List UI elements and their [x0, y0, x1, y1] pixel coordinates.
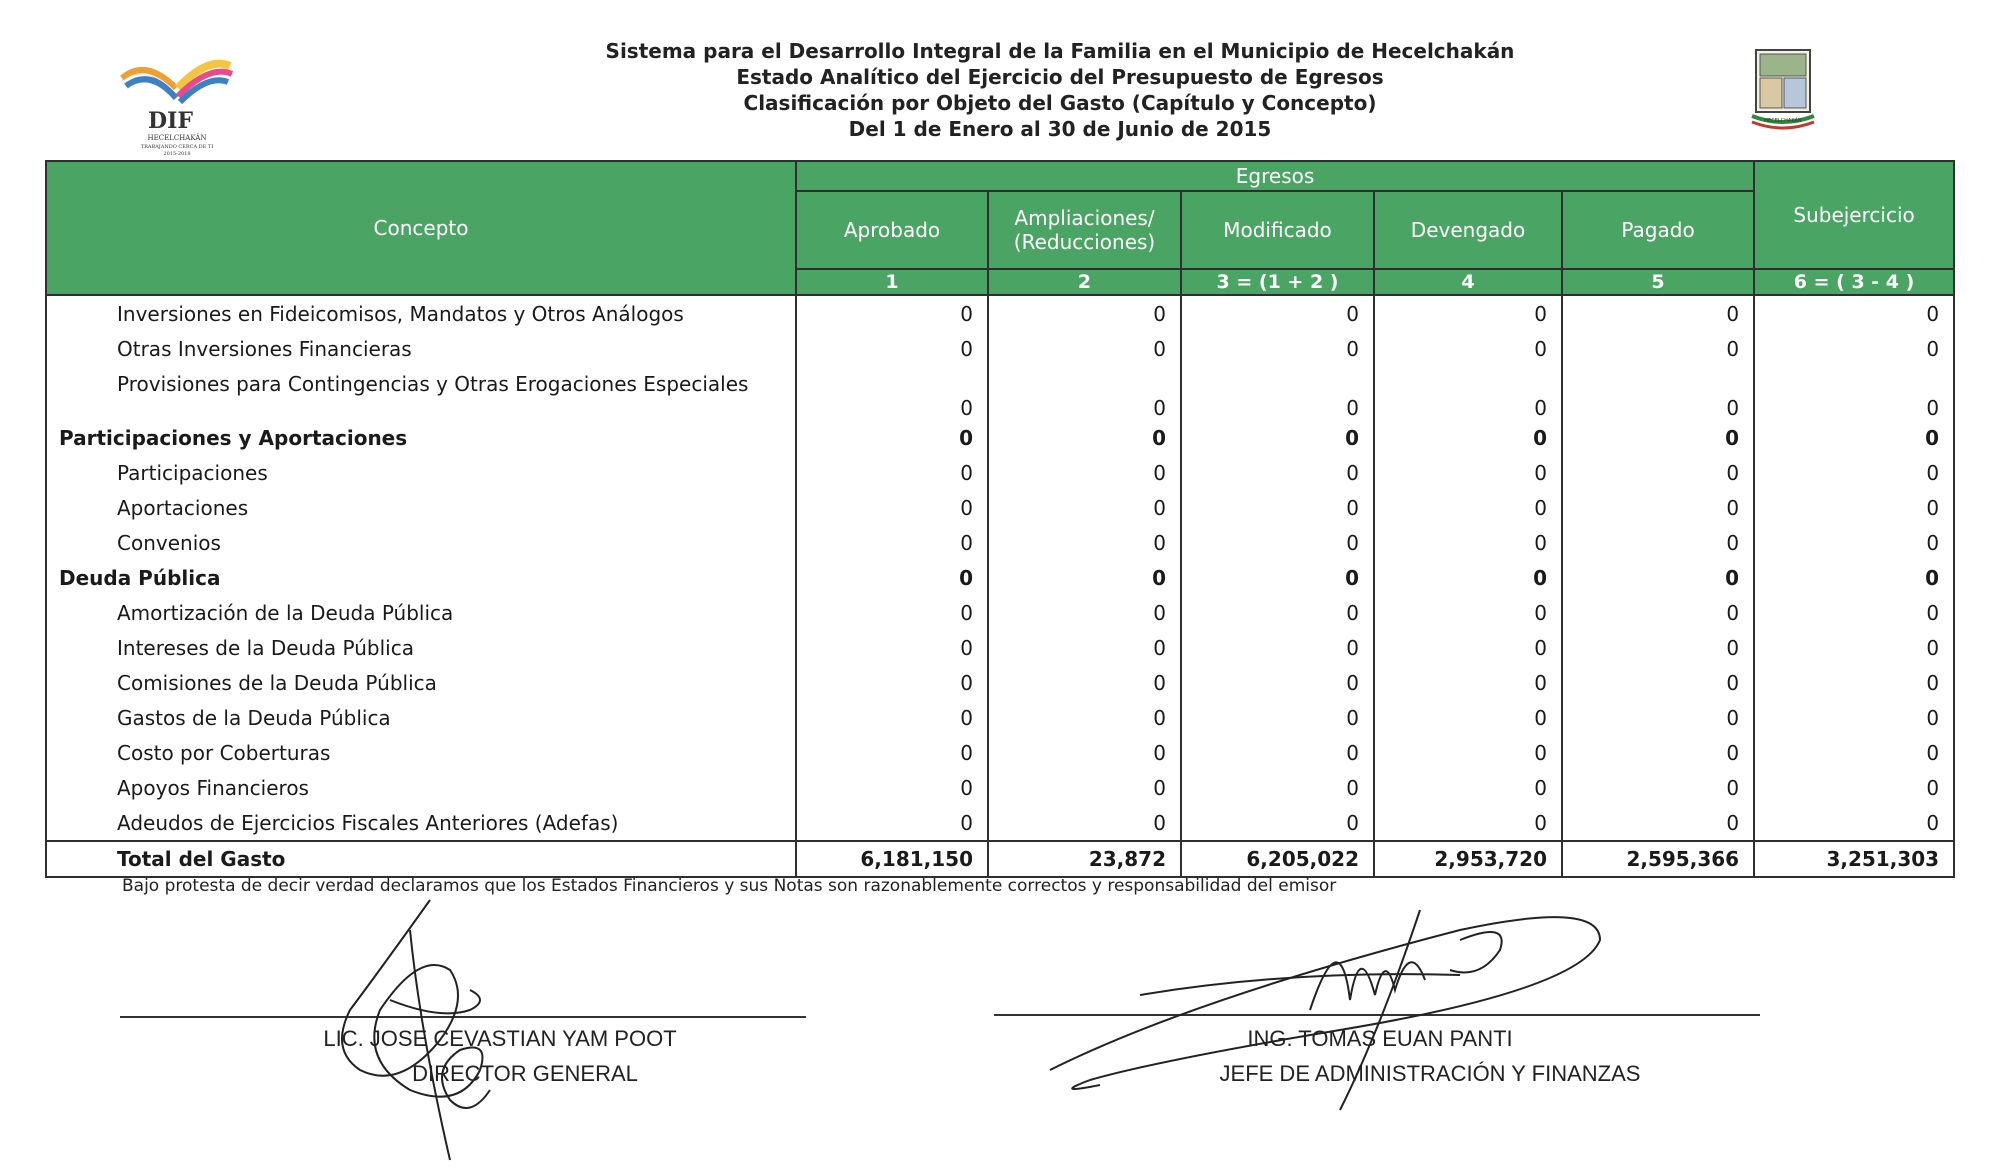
- cell-subejercicio: 0: [1754, 366, 1954, 420]
- cell-pagado: 0: [1562, 770, 1754, 805]
- cell-pagado: 0: [1562, 700, 1754, 735]
- cell-subejercicio: 0: [1754, 770, 1954, 805]
- cell-aprobado: 0: [796, 630, 988, 665]
- row-concept: Inversiones en Fideicomisos, Mandatos y Otros Análogos: [46, 295, 796, 331]
- cell-pagado: 0: [1562, 665, 1754, 700]
- cell-devengado: 0: [1374, 455, 1562, 490]
- table-row-section: [46, 560, 1954, 595]
- cell-subejercicio: 0: [1754, 525, 1954, 560]
- total-modificado: 6,205,022: [1181, 841, 1374, 877]
- column-header-aprobado: Aprobado: [796, 191, 988, 269]
- header-line-classification: Clasificación por Objeto del Gasto (Capítulo y Concepto): [743, 91, 1377, 115]
- cell-aprobado: 0: [796, 295, 988, 331]
- table-row-section: [46, 420, 1954, 455]
- table-row: [46, 700, 1954, 735]
- cell-aprobado: 0: [796, 560, 988, 595]
- column-number-2: 2: [988, 269, 1181, 295]
- column-number-4: 4: [1374, 269, 1562, 295]
- total-pagado: 2,595,366: [1562, 841, 1754, 877]
- cell-ampliaciones: 0: [988, 420, 1181, 455]
- cell-aprobado: 0: [796, 665, 988, 700]
- cell-ampliaciones: 0: [988, 665, 1181, 700]
- handwritten-signature-right: [1040, 880, 1620, 1120]
- total-aprobado: 6,181,150: [796, 841, 988, 877]
- cell-devengado: 0: [1374, 366, 1562, 420]
- cell-pagado: 0: [1562, 560, 1754, 595]
- signatory-name-left: LIC. JOSE CEVASTIAN YAM POOT: [323, 1026, 677, 1051]
- cell-ampliaciones: 0: [988, 455, 1181, 490]
- column-header-ampliaciones: Ampliaciones/ (Reducciones): [988, 191, 1181, 269]
- handwritten-signature-left: [320, 890, 580, 1170]
- cell-aprobado: 0: [796, 595, 988, 630]
- cell-modificado: 0: [1181, 735, 1374, 770]
- cell-modificado: 0: [1181, 366, 1374, 420]
- cell-subejercicio: 0: [1754, 490, 1954, 525]
- dif-logo-sub1: HECELCHAKÁN: [147, 134, 207, 142]
- cell-modificado: 0: [1181, 805, 1374, 841]
- cell-subejercicio: 0: [1754, 805, 1954, 841]
- row-concept: Adeudos de Ejercicios Fiscales Anteriores (Adefas): [46, 805, 796, 841]
- cell-modificado: 0: [1181, 420, 1374, 455]
- table-row: [46, 295, 1954, 331]
- total-subejercicio: 3,251,303: [1754, 841, 1954, 877]
- cell-subejercicio: 0: [1754, 295, 1954, 331]
- cell-ampliaciones: 0: [988, 490, 1181, 525]
- cell-ampliaciones: 0: [988, 525, 1181, 560]
- cell-subejercicio: 0: [1754, 735, 1954, 770]
- cell-devengado: 0: [1374, 630, 1562, 665]
- row-concept: Convenios: [46, 525, 796, 560]
- column-group-egresos: Egresos: [796, 161, 1754, 191]
- row-concept: Participaciones y Aportaciones: [46, 420, 796, 455]
- cell-aprobado: 0: [796, 331, 988, 366]
- budget-table: [45, 160, 1955, 878]
- cell-ampliaciones: 0: [988, 560, 1181, 595]
- total-devengado: 2,953,720: [1374, 841, 1562, 877]
- signatory-name-right: ING. TOMAS EUAN PANTI: [1247, 1026, 1513, 1051]
- cell-modificado: 0: [1181, 525, 1374, 560]
- seal-text: HECELCHAKÁN: [1764, 118, 1802, 124]
- cell-modificado: 0: [1181, 331, 1374, 366]
- row-concept: Aportaciones: [46, 490, 796, 525]
- cell-ampliaciones: 0: [988, 366, 1181, 420]
- cell-modificado: 0: [1181, 770, 1374, 805]
- column-number-3: 3 = (1 + 2 ): [1181, 269, 1374, 295]
- cell-aprobado: 0: [796, 420, 988, 455]
- dif-logo-text: DIF: [148, 108, 193, 134]
- cell-subejercicio: 0: [1754, 331, 1954, 366]
- cell-modificado: 0: [1181, 560, 1374, 595]
- table-row: [46, 595, 1954, 630]
- table-header-row-group: [46, 161, 1954, 191]
- table-row: [46, 665, 1954, 700]
- cell-pagado: 0: [1562, 595, 1754, 630]
- column-number-5: 5: [1562, 269, 1754, 295]
- cell-ampliaciones: 0: [988, 700, 1181, 735]
- cell-subejercicio: 0: [1754, 560, 1954, 595]
- cell-aprobado: 0: [796, 700, 988, 735]
- row-concept: Participaciones: [46, 455, 796, 490]
- dif-logo-sub3: 2015-2018: [163, 151, 191, 156]
- table-row: [46, 630, 1954, 665]
- cell-modificado: 0: [1181, 630, 1374, 665]
- total-ampliaciones: 23,872: [988, 841, 1181, 877]
- row-concept: Amortización de la Deuda Pública: [46, 595, 796, 630]
- header-line-report-title: Estado Analítico del Ejercicio del Presupuesto de Egresos: [736, 65, 1384, 89]
- header-line-institution: Sistema para el Desarrollo Integral de la Familia en el Municipio de Hecelchakán: [605, 39, 1515, 63]
- table-row: [46, 770, 1954, 805]
- cell-devengado: 0: [1374, 700, 1562, 735]
- cell-devengado: 0: [1374, 770, 1562, 805]
- cell-modificado: 0: [1181, 665, 1374, 700]
- cell-devengado: 0: [1374, 665, 1562, 700]
- row-concept: Apoyos Financieros: [46, 770, 796, 805]
- cell-pagado: 0: [1562, 455, 1754, 490]
- cell-ampliaciones: 0: [988, 735, 1181, 770]
- cell-aprobado: 0: [796, 490, 988, 525]
- total-concept: Total del Gasto: [46, 841, 796, 877]
- report-header: [460, 38, 1660, 142]
- column-header-devengado: Devengado: [1374, 191, 1562, 269]
- cell-pagado: 0: [1562, 630, 1754, 665]
- cell-subejercicio: 0: [1754, 420, 1954, 455]
- table-row: [46, 525, 1954, 560]
- cell-pagado: 0: [1562, 805, 1754, 841]
- cell-aprobado: 0: [796, 366, 988, 420]
- column-number-1: 1: [796, 269, 988, 295]
- signatory-title-right: JEFE DE ADMINISTRACIÓN Y FINANZAS: [1219, 1061, 1641, 1086]
- row-concept: Comisiones de la Deuda Pública: [46, 665, 796, 700]
- cell-modificado: 0: [1181, 595, 1374, 630]
- cell-pagado: 0: [1562, 366, 1754, 420]
- row-concept: Provisiones para Contingencias y Otras Erogaciones Especiales: [46, 366, 796, 420]
- cell-ampliaciones: 0: [988, 295, 1181, 331]
- cell-devengado: 0: [1374, 295, 1562, 331]
- declaration-note: Bajo protesta de decir verdad declaramos que los Estados Financieros y sus Notas son razonablemente correctos y responsabilidad del emisor: [122, 876, 1337, 896]
- cell-pagado: 0: [1562, 295, 1754, 331]
- cell-ampliaciones: 0: [988, 770, 1181, 805]
- cell-devengado: 0: [1374, 595, 1562, 630]
- cell-modificado: 0: [1181, 700, 1374, 735]
- dif-logo: [112, 52, 242, 156]
- cell-aprobado: 0: [796, 525, 988, 560]
- cell-aprobado: 0: [796, 770, 988, 805]
- signatory-title-left: DIRECTOR GENERAL: [412, 1061, 638, 1086]
- cell-devengado: 0: [1374, 525, 1562, 560]
- cell-subejercicio: 0: [1754, 665, 1954, 700]
- column-header-pagado: Pagado: [1562, 191, 1754, 269]
- cell-ampliaciones: 0: [988, 595, 1181, 630]
- dif-logo-sub2: TRABAJANDO CERCA DE TI: [140, 144, 214, 150]
- table-row: [46, 331, 1954, 366]
- cell-devengado: 0: [1374, 331, 1562, 366]
- row-concept: Gastos de la Deuda Pública: [46, 700, 796, 735]
- row-concept: Costo por Coberturas: [46, 735, 796, 770]
- cell-devengado: 0: [1374, 805, 1562, 841]
- cell-devengado: 0: [1374, 735, 1562, 770]
- cell-ampliaciones: 0: [988, 805, 1181, 841]
- cell-devengado: 0: [1374, 560, 1562, 595]
- column-header-subejercicio: Subejercicio: [1754, 161, 1954, 269]
- table-row: [46, 735, 1954, 770]
- table-row: [46, 805, 1954, 841]
- cell-ampliaciones: 0: [988, 630, 1181, 665]
- cell-subejercicio: 0: [1754, 630, 1954, 665]
- cell-pagado: 0: [1562, 331, 1754, 366]
- cell-pagado: 0: [1562, 490, 1754, 525]
- row-concept: Deuda Pública: [46, 560, 796, 595]
- table-row: [46, 490, 1954, 525]
- column-header-modificado: Modificado: [1181, 191, 1374, 269]
- cell-devengado: 0: [1374, 420, 1562, 455]
- cell-subejercicio: 0: [1754, 455, 1954, 490]
- cell-aprobado: 0: [796, 455, 988, 490]
- cell-subejercicio: 0: [1754, 700, 1954, 735]
- cell-ampliaciones: 0: [988, 331, 1181, 366]
- cell-devengado: 0: [1374, 490, 1562, 525]
- cell-aprobado: 0: [796, 805, 988, 841]
- column-number-6: 6 = ( 3 - 4 ): [1754, 269, 1954, 295]
- cell-modificado: 0: [1181, 455, 1374, 490]
- row-concept: Otras Inversiones Financieras: [46, 331, 796, 366]
- cell-pagado: 0: [1562, 420, 1754, 455]
- table-row: [46, 455, 1954, 490]
- municipal-seal-logo: [1748, 48, 1818, 138]
- cell-pagado: 0: [1562, 735, 1754, 770]
- table-row-total: [46, 841, 1954, 877]
- column-header-concepto: Concepto: [46, 161, 796, 295]
- cell-modificado: 0: [1181, 295, 1374, 331]
- cell-aprobado: 0: [796, 735, 988, 770]
- cell-pagado: 0: [1562, 525, 1754, 560]
- row-concept: Intereses de la Deuda Pública: [46, 630, 796, 665]
- cell-subejercicio: 0: [1754, 595, 1954, 630]
- cell-modificado: 0: [1181, 490, 1374, 525]
- header-line-period: Del 1 de Enero al 30 de Junio de 2015: [848, 117, 1272, 141]
- table-row: [46, 366, 1954, 420]
